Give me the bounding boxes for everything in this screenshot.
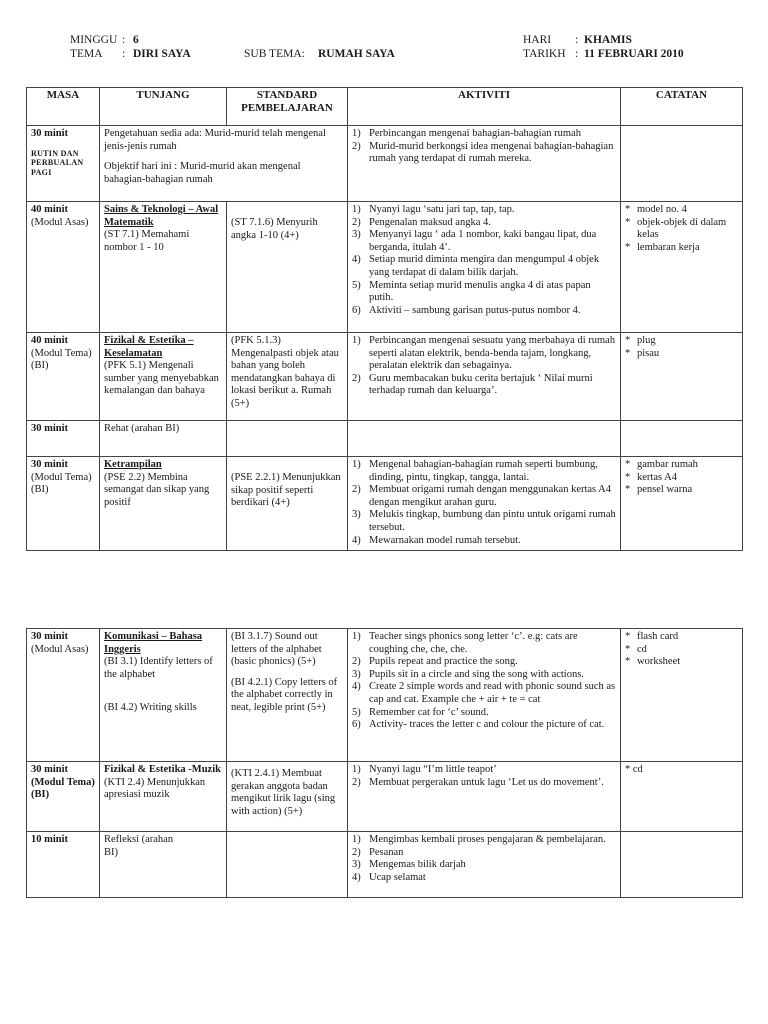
table-row xyxy=(27,202,743,333)
list-item: 2) Pesanan xyxy=(352,846,404,858)
aktiviti-cell xyxy=(348,126,621,202)
aktiviti-cell xyxy=(348,629,621,762)
col-catatan: CATATAN xyxy=(621,88,743,126)
tarikh-colon: : xyxy=(575,48,579,60)
tunjang-cell: Rehat (arahan BI) xyxy=(100,421,227,457)
list-item: * objek-objek di dalam kelas xyxy=(625,216,727,241)
tema-value: DIRI SAYA xyxy=(133,48,191,60)
col-masa: MASA xyxy=(27,88,100,126)
tarikh-label: TARIKH xyxy=(523,48,566,60)
list-item: 2) Murid-murid berkongsi idea mengenai bahagian-bahagian rumah yang terdapat di rumah mereka. xyxy=(352,140,614,165)
list-item: * worksheet xyxy=(625,656,681,668)
lesson-plan-table xyxy=(26,87,743,551)
aktiviti-cell xyxy=(348,202,621,333)
catatan-cell xyxy=(621,126,743,202)
standard-cell: (BI 3.1.7) Sound out letters of the alphabet (basic phonics) (5+) (BI 4.2.1) Copy letters of the alphabet correctly in neat, legible print (5+) xyxy=(227,629,348,762)
subtema-value: RUMAH SAYA xyxy=(318,48,395,60)
aktiviti-cell xyxy=(348,762,621,832)
list-item: 6) Aktiviti – sambung garisan putus-putus nombor 4. xyxy=(352,304,581,316)
catatan-cell xyxy=(621,457,743,551)
masa-cell: 30 minit (Modul Tema) (BI) xyxy=(27,762,100,832)
tunjang-cell: Fizikal & Estetika – Keselamatan (PFK 5.1) Mengenali sumber yang menyebabkan kemalangan dan bahaya xyxy=(100,333,227,421)
list-item: 5) Meminta setiap murid menulis angka 4 di atas papan putih. xyxy=(352,279,591,304)
aktiviti-cell xyxy=(348,421,621,457)
tunjang-cell: Pengetahuan sedia ada: Murid-murid telah mengenal jenis-jenis rumah Objektif hari ini : Murid-murid akan mengenal bahagian-bahagian rumah xyxy=(100,126,348,202)
table-row xyxy=(27,457,743,551)
list-item: * plug xyxy=(625,335,656,346)
masa-cell: 10 minit xyxy=(27,832,100,898)
masa-cell: 40 minit (Modul Asas) xyxy=(27,202,100,333)
catatan-cell xyxy=(621,629,743,762)
masa-cell: 30 minit xyxy=(27,421,100,457)
masa-cell: 30 minit (Modul Asas) xyxy=(27,629,100,762)
table-row xyxy=(27,832,743,898)
list-item: 2) Membuat origami rumah dengan menggunakan kertas A4 dengan mengikut arahan guru. xyxy=(352,484,612,508)
tunjang-cell: Fizikal & Estetika -Muzik (KTI 2.4) Menunjukkan apresiasi muzik xyxy=(100,762,227,832)
list-item: 2) Pengenalan maksud angka 4. xyxy=(352,216,491,228)
table-row xyxy=(27,333,743,421)
list-item: * model no. 4 xyxy=(625,204,687,215)
tunjang-cell: Refleksi (arahan BI) xyxy=(100,832,227,898)
aktiviti-cell xyxy=(348,333,621,421)
list-item: 4) Create 2 simple words and read with phonic sound such as cap and cat. Example che + air + te = cat xyxy=(352,681,616,705)
tunjang-cell: Komunikasi – Bahasa Inggeris (BI 3.1) Identify letters of the alphabet (BI 4.2) Writing skills xyxy=(100,629,227,762)
catatan-cell: * cd xyxy=(621,762,743,832)
list-item: 1) Perbincangan mengenai bahagian-bahagian rumah xyxy=(352,128,581,139)
list-item: 6) Activity- traces the letter c and colour the picture of cat. xyxy=(352,719,605,731)
list-item: 4) Setiap murid diminta mengira dan mengumpul 4 objek yang terdapat di dalam bilik darjah. xyxy=(352,254,600,278)
table-row xyxy=(27,126,743,202)
hari-value: KHAMIS xyxy=(584,34,632,46)
list-item: 3) Mengemas bilik darjah xyxy=(352,859,466,871)
catatan-cell xyxy=(621,333,743,421)
list-item: 2) Pupils repeat and practice the song. xyxy=(352,656,518,668)
list-item: 3) Pupils sit in a circle and sing the song with actions. xyxy=(352,668,584,680)
tema-label: TEMA xyxy=(70,48,103,60)
standard-cell xyxy=(227,421,348,457)
catatan-cell xyxy=(621,832,743,898)
tunjang-cell: Ketrampilan (PSE 2.2) Membina semangat dan sikap yang positif xyxy=(100,457,227,551)
standard-cell xyxy=(227,832,348,898)
standard-cell: (PFK 5.1.3) Mengenalpasti objek atau bahan yang boleh mendatangkan bahaya di lokasi berikut a. Rumah (5+) xyxy=(227,333,348,421)
list-item: * lembaran kerja xyxy=(625,241,700,253)
list-item: 3) Menyanyi lagu ‘ ada 1 nombor, kaki bangau lipat, dua berganda, itulah 4’. xyxy=(352,229,597,253)
list-item: 1) Mengimbas kembali proses pengajaran & pembelajaran. xyxy=(352,834,606,845)
col-tunjang: TUNJANG xyxy=(100,88,227,126)
list-item: 5) Remember cat for ‘c’ sound. xyxy=(352,706,489,718)
masa-cell: 40 minit (Modul Tema) (BI) xyxy=(27,333,100,421)
tema-colon: : xyxy=(122,48,126,60)
list-item: 1) Nyanyi lagu ‘satu jari tap, tap, tap. xyxy=(352,204,515,215)
subtema-label: SUB TEMA: xyxy=(244,48,305,60)
list-item: * pisau xyxy=(625,347,660,359)
table-row xyxy=(27,421,743,457)
aktiviti-cell xyxy=(348,832,621,898)
list-item: * flash card xyxy=(625,631,679,642)
list-item: 2) Membuat pergerakan untuk lagu ‘Let us do movement’. xyxy=(352,776,604,788)
standard-cell: (KTI 2.4.1) Membuat gerakan anggota badan mengikut lirik lagu (sing with action) (5+) xyxy=(227,762,348,832)
list-item: 1) Teacher sings phonics song letter ‘c’. e.g: cats are coughing che, che, che. xyxy=(352,631,578,655)
col-standard: STANDARD PEMBELAJARAN xyxy=(227,88,348,126)
col-aktiviti: AKTIVITI xyxy=(348,88,621,126)
table-row xyxy=(27,762,743,832)
standard-cell: (ST 7.1.6) Menyurih angka 1-10 (4+) xyxy=(227,202,348,333)
minggu-value: 6 xyxy=(133,34,139,46)
masa-cell: 30 minit (Modul Tema) (BI) xyxy=(27,457,100,551)
list-item: 1) Mengenal bahagian-bahagian rumah seperti bumbung, dinding, pintu, tingkap, tangga, lantai. xyxy=(352,459,598,483)
hari-label: HARI xyxy=(523,34,552,46)
tarikh-value: 11 FEBRUARI 2010 xyxy=(584,48,684,60)
catatan-cell xyxy=(621,202,743,333)
catatan-cell xyxy=(621,421,743,457)
table-row xyxy=(27,629,743,762)
list-item: 2) Guru membacakan buku cerita bertajuk ‘ Nilai murni terhadap rumah dan keluarga’. xyxy=(352,372,593,397)
list-item: 4) Ucap selamat xyxy=(352,871,426,883)
table-header-row xyxy=(27,88,743,126)
list-item: 1) Perbincangan mengenai sesuatu yang merbahaya di rumah seperti alatan elektrik, benda-benda tajam, longkang, peralatan elektrik dan sebagainya. xyxy=(352,335,616,372)
aktiviti-cell xyxy=(348,457,621,551)
tunjang-cell: Sains & Teknologi – Awal Matematik (ST 7.1) Memahami nombor 1 - 10 xyxy=(100,202,227,333)
standard-cell: (PSE 2.2.1) Menunjukkan sikap positif seperti berdikari (4+) xyxy=(227,457,348,551)
list-item: * kertas A4 xyxy=(625,471,677,483)
list-item: * cd xyxy=(625,643,647,655)
lesson-plan-table-continued xyxy=(26,628,743,898)
hari-colon: : xyxy=(575,34,579,46)
list-item: * gambar rumah xyxy=(625,459,698,470)
list-item: 4) Mewarnakan model rumah tersebut. xyxy=(352,534,521,546)
masa-cell: 30 minit RUTIN DAN PERBUALAN PAGI xyxy=(27,126,100,202)
minggu-colon: : xyxy=(122,34,126,46)
minggu-label: MINGGU xyxy=(70,34,118,46)
list-item: * pensel warna xyxy=(625,484,693,496)
list-item: 3) Melukis tingkap, bumbung dan pintu untuk origami rumah tersebut. xyxy=(352,509,616,533)
list-item: 1) Nyanyi lagu “I’m little teapot’ xyxy=(352,764,497,775)
